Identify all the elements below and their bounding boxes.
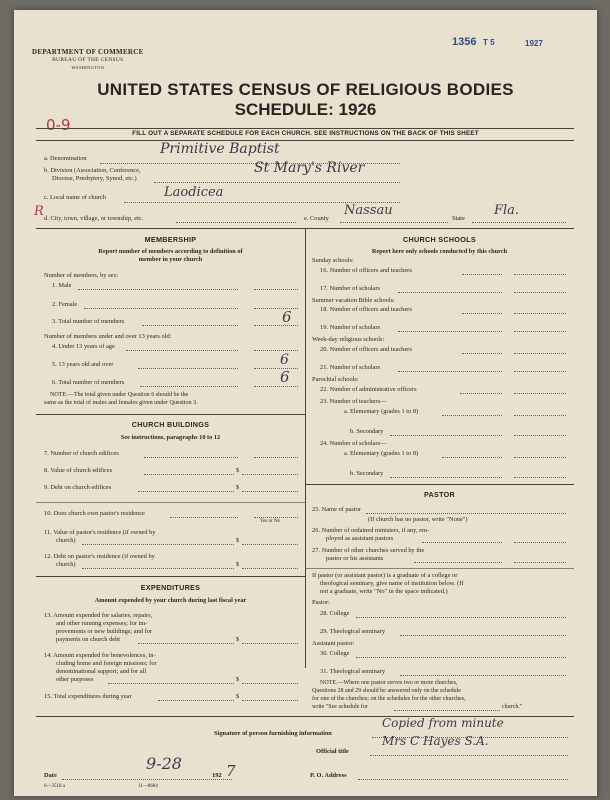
division-value: St Mary's River [254, 160, 365, 176]
q27-line [414, 562, 502, 563]
signature-label: Signature of person furnishing information [214, 730, 332, 737]
q18-answer-line [514, 313, 566, 314]
q4-answer-line [254, 350, 298, 351]
q27-label-2: pastor or his assistants [326, 555, 384, 562]
q6-line [140, 386, 238, 387]
q9-dollar: $ [236, 484, 240, 491]
stamp-number: 1356 [452, 36, 477, 48]
q14-label-2: cluding home and foreign missions; for [56, 660, 157, 667]
weekday-label: Week-day religious schools: [312, 336, 385, 343]
q12-dollar: $ [236, 561, 240, 568]
sunday-label: Sunday schools: [312, 257, 354, 264]
q15-answer-line [242, 700, 298, 701]
q13-label: 13. Amount expended for salaries, repairs, [44, 612, 153, 619]
date-line [62, 779, 232, 780]
dept-name: DEPARTMENT OF COMMERCE [32, 48, 144, 56]
q24a-label: a. Elementary (grades 1 to 8) [344, 450, 419, 457]
q22-line [460, 393, 502, 394]
q21-label: 21. Number of scholars [320, 364, 380, 371]
q25-line [366, 513, 566, 514]
q23b-line [390, 435, 502, 436]
q23a-label: a. Elementary (grades 1 to 8) [344, 408, 419, 415]
membership-note-2: same as the total of males and females given under Question 3. [44, 400, 198, 406]
q28-line [356, 617, 566, 618]
census-schedule-page [14, 10, 597, 796]
q19-line [398, 331, 502, 332]
membership-note-1: NOTE.—The total given under Question 6 should be the [50, 392, 189, 398]
q10-label: 10. Does church own pastor's residence [44, 510, 145, 517]
q2-line [84, 308, 238, 309]
form-number: 6—3518 a [44, 784, 65, 789]
city-name: WASHINGTON [71, 65, 105, 70]
q21-line [398, 371, 502, 372]
q10-answer-line [254, 517, 298, 518]
q25-note: (If church has no pastor, write "None") [368, 516, 468, 523]
pastor-note-2: Questions 28 and 29 should be answered only on the schedule [312, 688, 461, 694]
q17-line [398, 292, 502, 293]
q17-label: 17. Number of scholars [320, 285, 380, 292]
q14-label: 14. Amount expended for benevolences, in- [44, 652, 156, 659]
city-line [176, 222, 296, 223]
pastor-note-5: church." [502, 704, 523, 710]
q1-label: 1. Male [52, 282, 72, 289]
q7-line [144, 457, 238, 458]
print-number: 11—8684 [138, 784, 158, 789]
q23b-label: b. Secondary [350, 428, 384, 435]
official-title-line [370, 755, 568, 756]
q13-dollar: $ [236, 636, 240, 643]
q10-line [170, 517, 238, 518]
pastor-note-line [394, 710, 500, 711]
membership-sub2: member in your church [138, 256, 203, 263]
q8-dollar: $ [236, 467, 240, 474]
q11-label-2: church) [56, 537, 76, 544]
q3-line [142, 325, 238, 326]
q15-line [158, 700, 234, 701]
q17-answer-line [514, 292, 566, 293]
instruction-line: FILL OUT A SEPARATE SCHEDULE FOR EACH CHURCH. SEE INSTRUCTIONS ON THE BACK OF THIS SHEET [132, 130, 479, 137]
q27-label: 27. Number of other churches served by the [312, 547, 425, 554]
summer-label: Summer vacation Bible schools: [312, 297, 395, 304]
city-label: d. City, town, village, or township, etc. [44, 215, 144, 222]
q9-answer-line [242, 491, 298, 492]
q5-line [138, 368, 238, 369]
q14-label-3: denominational support; and for all [56, 668, 147, 675]
church-name-label: c. Local name of church [44, 194, 106, 201]
q6-value: 6 [280, 368, 290, 386]
q26-answer-line [514, 542, 566, 543]
q9-line [138, 491, 234, 492]
q23b-answer-line [514, 435, 566, 436]
q16-label: 16. Number of officers and teachers [320, 267, 412, 274]
q11-dollar: $ [236, 537, 240, 544]
q7-label: 7. Number of church edifices [44, 450, 119, 457]
by-age-label: Number of members under and over 13 years old: [44, 333, 172, 340]
pastor-note-3: for one of the churches; on the schedules for the other churches, [312, 696, 466, 702]
yes-no-hint: Yes or No [260, 519, 281, 524]
church-name-value: Laodicea [164, 185, 224, 200]
q7-answer-line [254, 457, 298, 458]
parochial-label: Parochial schools: [312, 376, 359, 383]
q29-label: 29. Theological seminary [320, 628, 386, 635]
column-divider [305, 228, 306, 668]
red-check-mark: R [34, 204, 44, 219]
assistant-label: Assistant pastor: [312, 640, 355, 647]
denomination-value: Primitive Baptist [160, 141, 280, 157]
stamp-date: T 5 [483, 38, 495, 47]
q13-label-3: provements or new buildings; and for [56, 628, 153, 635]
q14-answer-line [242, 683, 298, 684]
divider [36, 414, 305, 415]
divider [36, 502, 305, 503]
q1-answer-line [254, 289, 298, 290]
state-value: Fla. [494, 203, 520, 218]
schools-title: CHURCH SCHOOLS [403, 235, 476, 244]
q30-line [356, 657, 566, 658]
red-mark: 0-9 [46, 116, 71, 134]
q20-answer-line [514, 353, 566, 354]
state-label: State [452, 215, 465, 222]
q5-answer-line [254, 368, 298, 369]
q12-line [82, 568, 234, 569]
divider [36, 576, 305, 577]
q21-answer-line [514, 371, 566, 372]
q22-answer-line [514, 393, 566, 394]
q11-line [82, 544, 234, 545]
q16-answer-line [514, 274, 566, 275]
q24a-line [442, 457, 502, 458]
q8-label: 8. Value of church edifices [44, 467, 113, 474]
county-value: Nassau [344, 203, 393, 218]
official-title-label: Official title [316, 748, 349, 755]
q23a-line [442, 415, 502, 416]
county-label: e. County [304, 215, 329, 222]
expenditures-sub: Amount expended by your church during last fiscal year [94, 597, 247, 604]
buildings-title: CHURCH BUILDINGS [131, 420, 210, 429]
divider [36, 140, 574, 141]
divider [36, 128, 574, 129]
q31-line [400, 675, 566, 676]
membership-sub1: Report number of members according to definition of [98, 248, 243, 255]
q27-answer-line [514, 562, 566, 563]
pastor-sub-label: Pastor: [312, 599, 330, 606]
q11-answer-line [242, 544, 298, 545]
q12-label: 12. Debt on pastor's residence (if owned by [44, 553, 155, 560]
signature-value: Copied from minute [382, 716, 504, 730]
q19-label: 19. Number of scholars [320, 324, 380, 331]
q30-label: 30. College [320, 650, 350, 657]
q14-label-4: other purposes [56, 676, 94, 683]
q1-line [78, 289, 238, 290]
q29-line [400, 635, 566, 636]
schedule-title: SCHEDULE: 1926 [234, 100, 377, 119]
q15-dollar: $ [236, 693, 240, 700]
q28-label: 28. College [320, 610, 350, 617]
q6-answer-line [254, 386, 298, 387]
q13-label-4: payments on church debt [56, 636, 121, 643]
q25-label: 25. Name of pastor [312, 506, 361, 513]
q6-label: 6. Total number of members [52, 379, 125, 386]
grad-note-2: theological seminary, give name of institution below. (If [320, 580, 464, 587]
q4-label: 4. Under 13 years of age [52, 343, 115, 350]
pastor-note-1: NOTE.—Where one pastor serves two or more churches, [320, 680, 458, 686]
buildings-sub: See instructions, paragraphs 10 to 12 [120, 434, 221, 441]
q23a-answer-line [514, 415, 566, 416]
q26-line [422, 542, 502, 543]
official-title-value: Mrs C Hayes S.A. [382, 734, 489, 748]
q5-label: 5. 13 years old and over [52, 361, 114, 368]
q8-line [144, 474, 234, 475]
q19-answer-line [514, 331, 566, 332]
q3-value: 6 [282, 308, 292, 326]
po-address-label: P. O. Address [310, 772, 347, 779]
form-title: UNITED STATES CENSUS OF RELIGIOUS BODIES [97, 80, 514, 99]
department-header [32, 48, 144, 72]
q22-label: 22. Number of administrative officers [320, 386, 417, 393]
schools-sub: Report here only schools conducted by this church [371, 248, 508, 255]
q8-answer-line [242, 474, 298, 475]
pastor-note-4: write "See schedule for [312, 704, 368, 710]
denomination-label: a. Denomination [44, 155, 87, 162]
q15-label: 15. Total expenditures during year [44, 693, 132, 700]
q31-label: 31. Theological seminary [320, 668, 386, 675]
date-label: Date [44, 772, 57, 779]
division-label: b. Division (Association, Conference, [44, 167, 141, 174]
q20-line [462, 353, 502, 354]
date-value: 9-28 [146, 754, 182, 773]
by-sex-label: Number of members, by sex: [44, 272, 119, 279]
grad-note-3: not a graduate, write "No" in the space indicated.) [320, 588, 448, 595]
stamp-year: 1927 [525, 39, 543, 48]
divider [305, 484, 574, 485]
division-line [154, 182, 400, 183]
po-address-line [358, 779, 568, 780]
divider [305, 568, 574, 569]
q16-line [462, 274, 502, 275]
q24b-label: b. Secondary [350, 470, 384, 477]
membership-title: MEMBERSHIP [144, 235, 197, 244]
q12-label-2: church) [56, 561, 76, 568]
q18-line [462, 313, 502, 314]
date-year-handwritten: 7 [226, 762, 236, 780]
q23-label: 23. Number of teachers— [320, 398, 387, 405]
q18-label: 18. Number of officers and teachers [320, 306, 412, 313]
q14-line [108, 683, 234, 684]
q13-line [138, 643, 234, 644]
q2-label: 2. Female [52, 301, 78, 308]
q13-answer-line [242, 643, 298, 644]
q3-label: 3. Total number of members [52, 318, 125, 325]
q9-label: 9. Debt on church edifices [44, 484, 112, 491]
expenditures-title: EXPENDITURES [140, 583, 201, 592]
bureau-name: BUREAU OF THE CENSUS [52, 57, 124, 63]
q24b-line [390, 477, 502, 478]
q24-label: 24. Number of scholars— [320, 440, 387, 447]
county-line [340, 222, 448, 223]
state-line [472, 222, 566, 223]
q13-label-2: and other running expenses; for im- [56, 620, 148, 627]
q20-label: 20. Number of officers and teachers [320, 346, 412, 353]
q24b-answer-line [514, 477, 566, 478]
q5-value: 6 [280, 352, 289, 368]
q26-label: 26. Number of ordained ministers, if any, em- [312, 527, 430, 534]
q11-label: 11. Value of pastor's residence (if owned by [44, 529, 156, 536]
pastor-title: PASTOR [423, 490, 456, 499]
q26-label-2: ployed as assistant pastors [326, 535, 394, 542]
q24a-answer-line [514, 457, 566, 458]
q4-line [126, 350, 238, 351]
q12-answer-line [242, 568, 298, 569]
q14-dollar: $ [236, 676, 240, 683]
date-year-printed: 192 [212, 772, 222, 779]
grad-note-1: If pastor (or assistant pastor) is a graduate of a college or [312, 572, 458, 579]
division-label-2: Diocese, Presbytery, Synod, etc.) [52, 175, 137, 182]
